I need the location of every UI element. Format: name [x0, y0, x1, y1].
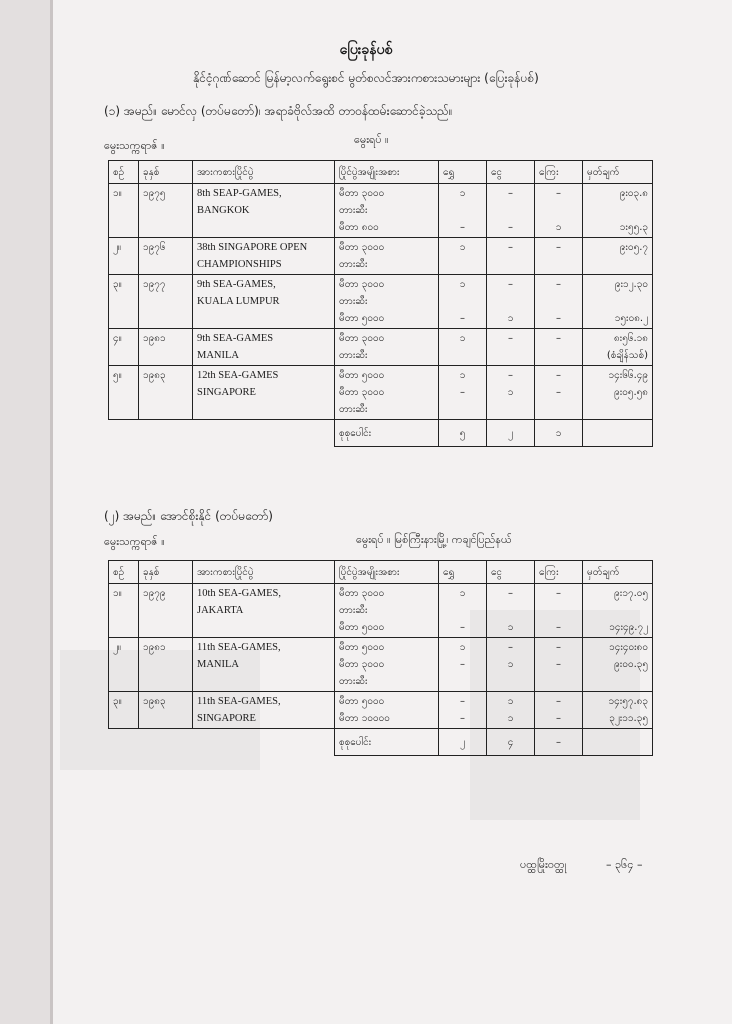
- row-bronze: [539, 256, 578, 273]
- row-silver: [491, 293, 530, 310]
- row-event-line: BANGKOK: [197, 205, 250, 216]
- col-silver: ငွေ: [487, 561, 535, 584]
- row-year: ၁၉၇၉: [143, 588, 166, 599]
- page-number: – ၃၆၄ –: [606, 858, 643, 871]
- total-row: [109, 729, 653, 756]
- row-bronze: –: [556, 659, 561, 670]
- row-type-line: မီတာ ၃၀၀၀: [339, 333, 385, 344]
- row-type-line: တားဆီး: [339, 259, 368, 270]
- row-gold: [443, 673, 482, 690]
- col-bronze: ကြေး: [535, 161, 583, 184]
- row-gold: ၁: [459, 242, 466, 253]
- section1-birthplace-label: မွေးရပ် ။: [354, 133, 389, 146]
- row-silver: –: [508, 279, 513, 290]
- table-row: [109, 584, 653, 638]
- section1-heading: (၁) အမည်။ မောင်လှ (တပ်မတော်)၊ အရာခံဗိုလ်အထိ တာဝန်ထမ်းဆောင်ခဲ့သည်။: [104, 104, 453, 118]
- row-event-line: SINGAPORE: [197, 387, 256, 398]
- total-bronze: –: [535, 729, 583, 756]
- row-year: ၁၉၇၅: [143, 188, 166, 199]
- row-event-line: MANILA: [197, 659, 239, 670]
- row-bronze: [539, 293, 578, 310]
- row-type-line: တားဆီး: [339, 404, 368, 415]
- row-remark: [587, 673, 648, 690]
- row-bronze: –: [556, 622, 561, 633]
- row-event-line: 38th SINGAPORE OPEN: [197, 242, 308, 253]
- row-type-line: မီတာ ၃၀၀၀: [339, 588, 385, 599]
- row-type-line: မီတာ ၅၀၀၀: [339, 313, 385, 324]
- page-spine: [0, 0, 52, 1024]
- row-year: ၁၉၇၆: [143, 242, 166, 253]
- row-remark: [587, 602, 648, 619]
- row-remark: ၁း၅၅.၃: [619, 222, 648, 233]
- section2-heading: (၂) အမည်။ အောင်စိုးနိုင် (တပ်မတော်): [104, 509, 273, 523]
- row-type-line: တားဆီး: [339, 676, 368, 687]
- row-silver: [491, 602, 530, 619]
- row-event-line: MANILA: [197, 350, 239, 361]
- row-gold: ၁: [459, 279, 466, 290]
- row-bronze: [539, 202, 578, 219]
- row-event-line: 9th SEA-GAMES,: [197, 279, 276, 290]
- row-silver: [491, 673, 530, 690]
- row-bronze: [539, 673, 578, 690]
- section2-birthplace-label: မွေးရပ် ။ မြစ်ကြီးနားမြို့၊ ကချင်ပြည်နယ်: [356, 533, 512, 546]
- row-remark: ၉း၀၅.၇: [619, 242, 648, 253]
- row-silver: [491, 202, 530, 219]
- row-gold: ၁: [459, 588, 466, 599]
- page-title: ပြေးခုန်ပစ်: [339, 42, 393, 58]
- row-silver: ၁: [507, 387, 514, 398]
- col-remarks: မှတ်ချက်: [583, 161, 653, 184]
- col-year: ခုနှစ်: [139, 161, 193, 184]
- col-year: ခုနှစ်: [139, 561, 193, 584]
- row-type-line: မီတာ ၃၀၀၀: [339, 659, 385, 670]
- row-year: ၁၉၈၃: [143, 696, 166, 707]
- row-no: ၁။: [113, 188, 122, 199]
- page-subtitle: နိုင်ငံ့ဂုဏ်ဆောင် မြန်မာ့လက်ရွေးစင် မွတ်စလင်အားကစားသမားများ (ပြေးခုန်ပစ်): [193, 71, 539, 85]
- row-type-line: မီတာ ၅၀၀၀: [339, 622, 385, 633]
- row-no: ၅။: [113, 370, 122, 381]
- row-event-line: 12th SEA-GAMES: [197, 370, 279, 381]
- row-gold: –: [460, 387, 465, 398]
- row-no: ၂။: [113, 642, 121, 653]
- row-silver: [491, 401, 530, 418]
- row-type-line: တားဆီး: [339, 605, 368, 616]
- row-type-line: မီတာ ၃၀၀၀: [339, 188, 385, 199]
- row-silver: ၁: [507, 313, 514, 324]
- page-fold-edge: [50, 0, 53, 1024]
- total-bronze: ၁: [535, 420, 583, 447]
- table-row: [109, 275, 653, 329]
- row-silver: ၁: [507, 696, 514, 707]
- row-bronze: –: [556, 713, 561, 724]
- row-no: ၄။: [113, 333, 122, 344]
- row-gold: [443, 202, 482, 219]
- section2-table: [108, 560, 653, 756]
- row-gold: ၁: [459, 333, 466, 344]
- row-event-line: 11th SEA-GAMES,: [197, 696, 281, 707]
- col-no: စဉ်: [109, 161, 139, 184]
- row-type-line: မီတာ ၅၀၀၀: [339, 642, 385, 653]
- row-bronze: –: [556, 279, 561, 290]
- row-year: ၁၉၈၁: [143, 333, 166, 344]
- row-remark: ၉း၁၇.၀၅: [614, 588, 648, 599]
- total-label: စုစုပေါင်း: [335, 420, 439, 447]
- col-bronze: ကြေး: [535, 561, 583, 584]
- row-silver: –: [508, 588, 513, 599]
- row-bronze: –: [556, 387, 561, 398]
- row-no: ၃။: [113, 279, 122, 290]
- row-bronze: [539, 602, 578, 619]
- row-remark: ၁၄း၆၆.၄၉: [608, 370, 648, 381]
- row-silver: –: [508, 333, 513, 344]
- table-row: [109, 329, 653, 366]
- row-remark: ၉း၀၅.၅၈: [614, 387, 648, 398]
- row-remark: ၁၅း၀၈.၂: [614, 313, 648, 324]
- row-bronze: [539, 347, 578, 364]
- row-no: ၂။: [113, 242, 121, 253]
- row-event-line: 11th SEA-GAMES,: [197, 642, 281, 653]
- row-bronze: –: [556, 696, 561, 707]
- row-remark: ၃၂း၁၁.၃၅: [609, 713, 648, 724]
- row-bronze: –: [556, 333, 561, 344]
- row-remark: ၁၄း၅၇.၈၃: [608, 696, 648, 707]
- row-silver: –: [508, 242, 513, 253]
- row-silver: [491, 347, 530, 364]
- table-row: [109, 692, 653, 729]
- row-remark: [587, 401, 648, 418]
- row-type-line: မီတာ ၃၀၀၀: [339, 279, 385, 290]
- col-gold: ရွှေ: [439, 561, 487, 584]
- total-silver: ၄: [487, 729, 535, 756]
- row-gold: –: [460, 622, 465, 633]
- row-remark: ၈း၅၆.၁၈: [613, 333, 648, 344]
- row-remark: ၉း၁၂.၃၀: [614, 279, 648, 290]
- row-remark: ၉း၀၃.၈: [619, 188, 648, 199]
- table-row: [109, 184, 653, 238]
- total-label: စုစုပေါင်း: [335, 729, 439, 756]
- total-silver: ၂: [487, 420, 535, 447]
- row-bronze: –: [556, 642, 561, 653]
- row-bronze: –: [556, 370, 561, 381]
- row-bronze: –: [556, 313, 561, 324]
- row-year: ၁၉၈၃: [143, 370, 166, 381]
- row-gold: –: [460, 713, 465, 724]
- row-type-line: တားဆီး: [339, 296, 368, 307]
- section2-birth-year-label: မွေးသက္ကရာဇ် ။: [104, 535, 165, 548]
- row-gold: [443, 347, 482, 364]
- total-gold: ၅: [439, 420, 487, 447]
- row-type-line: မီတာ ၅၀၀၀: [339, 696, 385, 707]
- row-year: ၁၉၈၁: [143, 642, 166, 653]
- total-gold: ၂: [439, 729, 487, 756]
- row-silver: –: [508, 642, 513, 653]
- total-row: [109, 420, 653, 447]
- row-silver: –: [508, 188, 513, 199]
- row-event-line: 9th SEA-GAMES: [197, 333, 274, 344]
- row-gold: –: [460, 696, 465, 707]
- row-type-line: တားဆီး: [339, 205, 368, 216]
- col-silver: ငွေ: [487, 161, 535, 184]
- row-bronze: [539, 401, 578, 418]
- row-bronze: –: [556, 188, 561, 199]
- col-event: အားကစားပြိုင်ပွဲ: [193, 161, 335, 184]
- row-bronze: –: [556, 588, 561, 599]
- col-gold: ရွှေ: [439, 161, 487, 184]
- col-type: ပြိုင်ပွဲအမျိုးအစား: [335, 161, 439, 184]
- col-no: စဉ်: [109, 561, 139, 584]
- row-gold: –: [460, 659, 465, 670]
- row-event-line: 10th SEA-GAMES,: [197, 588, 282, 599]
- row-silver: [491, 256, 530, 273]
- row-event-line: CHAMPIONSHIPS: [197, 259, 282, 270]
- row-gold: –: [460, 222, 465, 233]
- row-gold: ၁: [459, 188, 466, 199]
- col-event: အားကစားပြိုင်ပွဲ: [193, 561, 335, 584]
- row-silver: –: [508, 370, 513, 381]
- row-event-line: 8th SEAP-GAMES,: [197, 188, 282, 199]
- table-row: [109, 238, 653, 275]
- col-type: ပြိုင်ပွဲအမျိုးအစား: [335, 561, 439, 584]
- row-remark: ၁၄း၄၀း၈၀: [609, 642, 648, 653]
- section1-birth-year-label: မွေးသက္ကရာဇ် ။: [104, 139, 165, 152]
- row-event-line: KUALA LUMPUR: [197, 296, 280, 307]
- row-remark: [587, 293, 648, 310]
- row-silver: ၁: [507, 622, 514, 633]
- row-gold: –: [460, 313, 465, 324]
- row-silver: ၁: [507, 713, 514, 724]
- row-silver: –: [508, 222, 513, 233]
- section1-table: [108, 160, 653, 447]
- row-gold: [443, 293, 482, 310]
- row-type-line: မီတာ ၃၀၀၀: [339, 387, 385, 398]
- row-gold: ၁: [459, 370, 466, 381]
- row-gold: [443, 602, 482, 619]
- row-type-line: မီတာ ၈၀၀: [339, 222, 379, 233]
- row-event-line: JAKARTA: [197, 605, 244, 616]
- row-type-line: တားဆီး: [339, 350, 368, 361]
- col-remarks: မှတ်ချက်: [583, 561, 653, 584]
- row-remark: ၁၄း၄၉.၇၂: [609, 622, 648, 633]
- row-gold: [443, 256, 482, 273]
- row-no: ၁။: [113, 588, 122, 599]
- row-gold: ၁: [459, 642, 466, 653]
- row-type-line: မီတာ ၅၀၀၀: [339, 370, 385, 381]
- footer-publication: ပထ္ထမြိုးဝတ္ထု: [520, 858, 567, 871]
- row-event-line: SINGAPORE: [197, 713, 256, 724]
- table-header-row: [109, 561, 653, 584]
- row-silver: ၁: [507, 659, 514, 670]
- row-remark: (စံချိန်သစ်): [606, 350, 648, 361]
- row-no: ၃။: [113, 696, 122, 707]
- table-row: [109, 366, 653, 420]
- row-year: ၁၉၇၇: [143, 279, 166, 290]
- row-gold: [443, 401, 482, 418]
- row-remark: [587, 202, 648, 219]
- row-bronze: ၁: [555, 222, 562, 233]
- row-type-line: မီတာ ၁၀၀၀၀: [339, 713, 390, 724]
- table-row: [109, 638, 653, 692]
- row-remark: [587, 256, 648, 273]
- row-remark: ၉း၀၀.၃၅: [614, 659, 648, 670]
- row-bronze: –: [556, 242, 561, 253]
- row-type-line: မီတာ ၃၀၀၀: [339, 242, 385, 253]
- table-header-row: [109, 161, 653, 184]
